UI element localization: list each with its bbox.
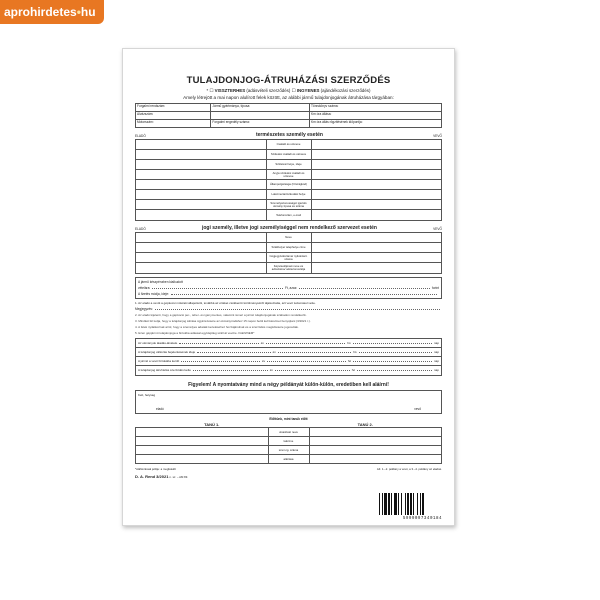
dotted-line bbox=[278, 350, 351, 353]
field-label: Anyja születési családi és utóneve bbox=[267, 170, 311, 180]
buyer-sign-label: vevő bbox=[414, 407, 421, 411]
price-line: A jármű készpénzben kialkudott bbox=[138, 280, 183, 284]
field-label: Születési családi és utóneve bbox=[267, 150, 311, 160]
dotted-line bbox=[181, 359, 260, 362]
legal-person-header bbox=[135, 225, 442, 231]
dotted-line bbox=[353, 359, 432, 362]
date-suffix: hó bbox=[347, 359, 352, 363]
watermark-site: aprohirdetes bbox=[4, 5, 77, 19]
date-row-label: A jármű a vevő birtokába került bbox=[138, 359, 180, 363]
barcode-bar bbox=[379, 493, 380, 515]
buyer-label: VEVŐ bbox=[433, 227, 442, 231]
dotted-line bbox=[275, 368, 350, 371]
vehicle-table bbox=[135, 103, 442, 128]
barcode-bar bbox=[391, 493, 392, 515]
barcode-icon bbox=[378, 493, 442, 515]
dotted-line bbox=[266, 341, 345, 344]
footnotes bbox=[135, 467, 442, 471]
subtitle-prefix: * bbox=[206, 88, 209, 93]
barcode-bar bbox=[401, 493, 402, 515]
seller-sign-label: eladó bbox=[156, 407, 164, 411]
dotted-line bbox=[171, 292, 437, 295]
barcode-bar bbox=[388, 493, 390, 515]
price-box bbox=[135, 277, 442, 299]
field-label: Neve bbox=[267, 233, 311, 243]
dotted-line bbox=[155, 307, 440, 310]
form-subtitle bbox=[135, 88, 442, 94]
table-row bbox=[136, 112, 442, 120]
clause: 5. Ezen gépjármű tulajdonjoga a birtokba adással egyidejűleg száll át vevőre. IGEN/NEM* bbox=[135, 331, 255, 335]
vehicle-cell: Törzskönyv száma: bbox=[309, 104, 441, 112]
option-ingyenes-note: (ajándékozási szerződés) bbox=[320, 88, 371, 93]
barcode-number: 5999097340184 bbox=[402, 517, 442, 521]
remark-line bbox=[135, 307, 442, 311]
dotted-line bbox=[357, 368, 432, 371]
dotted-line bbox=[353, 341, 432, 344]
remark-label: Megjegyzés: bbox=[135, 307, 153, 311]
field-label: Cégjegyzékszáma/ nyilvántart. száma bbox=[267, 253, 311, 263]
witness-heading: Előttünk, mint tanúk előtt bbox=[269, 417, 308, 421]
barcode-bar bbox=[382, 493, 383, 515]
form-code-sub: n. sz. – AM 83. bbox=[169, 475, 189, 479]
field-label: aláírása bbox=[269, 455, 309, 464]
watermark-tld: hu bbox=[80, 5, 96, 19]
date-suffix: év bbox=[261, 359, 266, 363]
barcode-bar bbox=[417, 493, 418, 515]
table-row bbox=[136, 104, 442, 112]
field-label: Székhelye/ telephelye címe bbox=[267, 243, 311, 253]
signature-warning: Figyelem! A nyomtatvány mind a négy példányát külön-külön, eredetiben kell aláírni! bbox=[188, 382, 389, 388]
seller-label: ELADÓ bbox=[135, 227, 146, 231]
form-intro: Amely létrejött a mai napon alulírott felek között, az alábbi jármű tulajdonjogának átruházása tárgyában: bbox=[183, 95, 394, 100]
date-suffix: év bbox=[260, 341, 264, 345]
date-suffix: nap bbox=[434, 341, 440, 345]
site-watermark bbox=[0, 0, 104, 24]
dotted-line bbox=[299, 286, 430, 289]
footnote-right: A4: 1.–2. példány a vevő, a 3.–4. példány az eladóé. bbox=[376, 467, 442, 471]
seller-label: ELADÓ bbox=[135, 134, 146, 138]
vehicle-cell: Km óra állása: bbox=[309, 112, 441, 120]
field-label: lakcíme bbox=[269, 437, 309, 446]
form-code-main: D. A. Rend 3/2021 bbox=[135, 474, 169, 479]
witness-grid bbox=[135, 427, 442, 464]
natural-field-labels bbox=[267, 139, 311, 221]
date-row bbox=[136, 339, 441, 348]
vehicle-cell: Alvázszám: bbox=[136, 112, 211, 120]
barcode-bar bbox=[407, 493, 409, 515]
option-ingyenes: INGYENES bbox=[296, 88, 320, 93]
date-row-label: A tulajdonjog átruházás szerződés kelte bbox=[138, 368, 191, 372]
date-row-label: A tulajdonjog változás bejelentésének ideje bbox=[138, 350, 196, 354]
buyer-column bbox=[311, 232, 443, 274]
barcode-bar bbox=[420, 493, 421, 515]
watermark-dot: • bbox=[76, 5, 81, 19]
barcode-bar bbox=[405, 493, 406, 515]
vehicle-cell: Km óra állás rögzítésének időpontja: bbox=[309, 120, 441, 128]
witness-titles bbox=[135, 422, 442, 427]
barcode-bar bbox=[394, 493, 397, 515]
vehicle-cell: Jármű gyártmánya, típusa: bbox=[211, 104, 310, 112]
barcode-bar bbox=[398, 493, 399, 515]
witness-2-column bbox=[309, 428, 443, 464]
field-label: Születési helye, ideje bbox=[267, 160, 311, 170]
price-fields bbox=[138, 286, 439, 290]
date-suffix: hó bbox=[351, 368, 356, 372]
buyer-column bbox=[311, 139, 443, 221]
legal-person-grid bbox=[135, 232, 442, 274]
field-label: Lakcíme/tartózkodási helye bbox=[267, 190, 311, 200]
date-row bbox=[136, 366, 441, 375]
signature-labels bbox=[156, 407, 421, 411]
form-code bbox=[135, 474, 442, 479]
vehicle-cell bbox=[211, 112, 310, 120]
vehicle-cell: Forgalmi rendszám: bbox=[136, 104, 211, 112]
dotted-line bbox=[197, 350, 270, 353]
dotted-line bbox=[179, 341, 258, 344]
date-row bbox=[136, 348, 441, 357]
footnote-left: *Aláhúzással jelölje: a megfelelőt bbox=[135, 467, 176, 471]
field-label: olvasható neve bbox=[269, 428, 309, 437]
seller-column bbox=[135, 139, 267, 221]
price-label: forint bbox=[431, 286, 439, 290]
legal-section-title: jogi személy, illetve jogi személyiséggel nem rendelkező szervezet esetén bbox=[201, 225, 377, 231]
witness-field-labels bbox=[269, 428, 309, 464]
date-suffix: év bbox=[272, 350, 276, 354]
vehicle-cell: Forgalmi engedély száma: bbox=[211, 120, 310, 128]
field-label: Személyazonosságot igazoló okmány típusa és száma bbox=[267, 200, 311, 210]
price-label: Ft, azaz: bbox=[284, 286, 298, 290]
signature-box bbox=[135, 390, 442, 414]
dotted-line bbox=[152, 286, 283, 289]
field-label: szem.ig. száma bbox=[269, 446, 309, 455]
payment-fields bbox=[138, 292, 439, 296]
date-suffix: nap bbox=[434, 359, 440, 363]
barcode-bar bbox=[422, 493, 424, 515]
clause: 3. Mindkét fél tudja, hogy a tulajdonjog átírása ügyintézésére az okmányirodához 15 napon belül kell kérelmet benyújtani (3/2021 r.). bbox=[135, 319, 311, 323]
natural-person-header bbox=[135, 132, 442, 138]
witness-1-title: TANÚ 1. bbox=[204, 422, 220, 427]
clause-1: 1. Az eladó a vevőt a gépkocsi műszaki állapotáról, továbbá az értéket csökkentő körülményekről tájékoztatta, azt vevő tudomásul vette. bbox=[135, 301, 316, 305]
table-row bbox=[136, 120, 442, 128]
barcode-bar bbox=[384, 493, 387, 515]
field-label: Állampolgársága (Országkód) bbox=[267, 180, 311, 190]
clause: 4. A felek nyilatkoznak arról, hogy a személyes adataik kezeléséhez hozzájárulnak és a szerződés megkötésére jogosultak. bbox=[135, 325, 299, 329]
price-label: vételára: bbox=[138, 286, 151, 290]
date-suffix: év bbox=[269, 368, 273, 372]
date-rows bbox=[135, 338, 442, 376]
dotted-line bbox=[267, 359, 346, 362]
checkbox-icon: ☐ bbox=[209, 88, 214, 93]
date-suffix: hó bbox=[353, 350, 357, 354]
payment-label: A fizetés módja, ideje: bbox=[138, 292, 170, 296]
barcode-bar bbox=[410, 493, 412, 515]
field-label: Családi és utóneve bbox=[267, 140, 311, 150]
date-row bbox=[136, 357, 441, 366]
field-label: Képviselőjének neve és adószáma/ adóazonosítója bbox=[271, 264, 306, 271]
option-visszterhes-note: (adásvételi szerződés) bbox=[246, 88, 291, 93]
place-date-label: Kelt, helység bbox=[138, 393, 156, 397]
date-suffix: nap bbox=[433, 368, 439, 372]
barcode-bar bbox=[413, 493, 414, 515]
seller-column bbox=[135, 232, 267, 274]
legal-field-labels bbox=[267, 232, 311, 274]
natural-section-title: természetes személy esetén bbox=[255, 132, 323, 138]
clause: 2. Az eladó kijelenti, hogy a gépkocsi per-, teher- és igénymentes, valamint ismeri a jármű tulajdonjogának szabadon rendelkezik. bbox=[135, 313, 307, 317]
contract-form-sheet bbox=[122, 48, 455, 526]
date-row-label: Az okmányok átadás-átvétele bbox=[138, 341, 178, 345]
form-title: TULAJDONJOG-ÁTRUHÁZÁSI SZERZŐDÉS bbox=[186, 75, 391, 86]
date-suffix: hó bbox=[347, 341, 351, 345]
vehicle-cell: Motorszám: bbox=[136, 120, 211, 128]
date-suffix: nap bbox=[434, 350, 440, 354]
checkbox-icon: ☐ bbox=[291, 88, 296, 93]
dotted-line bbox=[193, 368, 268, 371]
buyer-label: VEVŐ bbox=[433, 134, 442, 138]
field-label: Telefonszám, e-mail bbox=[276, 212, 301, 217]
witness-2-title: TANÚ 2. bbox=[357, 422, 373, 427]
dotted-line bbox=[359, 350, 432, 353]
witness-1-column bbox=[135, 428, 269, 464]
natural-person-grid bbox=[135, 139, 442, 221]
option-visszterhes: VISSZTERHES bbox=[214, 88, 246, 93]
